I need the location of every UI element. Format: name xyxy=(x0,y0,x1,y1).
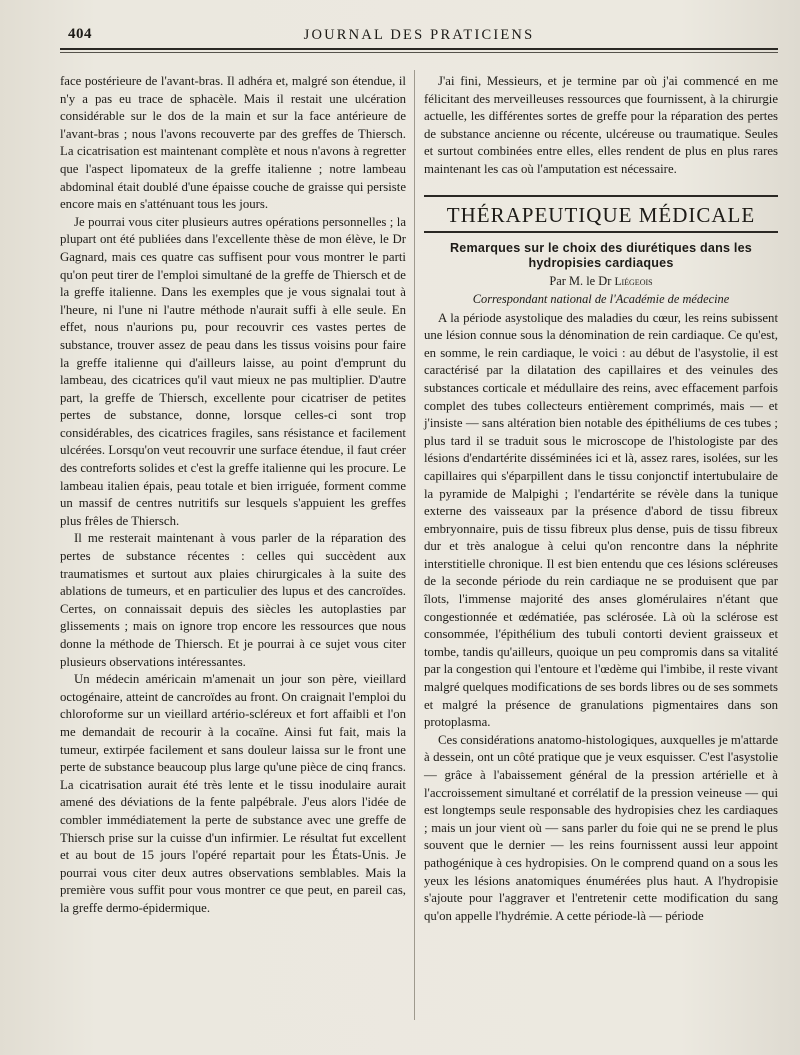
header-rule xyxy=(60,52,778,53)
right-column xyxy=(424,73,778,925)
body-paragraph: Il me resterait maintenant à vous parler de la réparation des pertes de substance récentes : celles qui succèdent aux traumatismes et surtout aux plaies chirurgicales à la suite des ablations de tumeurs, et en particulier des lupus et des cancroïdes. Certes, on connaissait depuis des siècles les autoplasties par glissements ; mais on ignore trop encore les ressources que nous donne la méthode de Thiersch. Et je pourrai à ce sujet vous citer plusieurs observations intéressantes. xyxy=(60,531,406,669)
byline-prefix: Par M. le Dr xyxy=(549,273,612,288)
column-divider xyxy=(414,70,415,1020)
body-paragraph: Je pourrai vous citer plusieurs autres opérations personnelles ; la plupart ont été publiées dans l'excellente thèse de mon élève, le Dr Gagnard, mais ces quatre cas suffisent pour vous montrer le parti qu'on peut tirer de l'emploi simultané de la greffe de Thiersch et de la greffe italienne. Dans les exemples que je vous signalai tout à l'heure, ni l'une ni l'autre méthode n'aurait suffi à elle seule. En effet, nous n'aurions pu, pour recouvrir ces vastes pertes de substance, trouver assez de peau dans les tissus voisins pour faire la greffe italienne qui d'ailleurs laisse, au point d'emprunt du lambeau, des cicatrices qu'il vaut mieux ne pas multiplier. D'autre part, la greffe de Thiersch, excellente pour cicatriser de petites pertes de substance, donne, lorsque celles-ci sont trop considérables, des cicatrices fragiles, sans résistance et facilement ulcérées. Lorsqu'on veut recouvrir une surface étendue, il faut créer des contreforts solides et c'est la greffe italienne qui les procure. Le lambeau italien épais, peau totale et bien irriguée, forment comme un massif de centres nutritifs sur lesquels s'appuient les greffes plus frêles de Thiersch. xyxy=(60,214,406,528)
body-paragraph: face postérieure de l'avant-bras. Il adhéra et, malgré son étendue, il n'y a pas eu trace de sphacèle. Mais il restait une ulcération considérable sur le dos de la main et sur la face antérieure de l'avant-bras ; nous l'avons recouverte par des greffes de Thiersch. La cicatrisation est maintenant complète et nous n'avons à regretter que l'aspect lipomateux de la greffe italienne ; notre lambeau abdominal était doublé d'une épaisse couche de graisse qui persiste encore mais en s'atténuant tous les jours. xyxy=(60,74,406,212)
body-paragraph: Ces considérations anatomo-histologiques, auxquelles je m'attarde à dessein, ont un côté pratique que je veux esquisser. C'est l'asystolie — grâce à l'abaissement général de la pression artérielle et à l'accroissement simultané et corrélatif de la pression veineuse — qui est longtemps seule responsable des hydropisies chez les cardiaques ; mais un jour vient où — sans parler du foie qui ne se prend le plus souvent que le dernier — les reins fournissent aussi leur appoint pathogénique à ces hydropisies. On le comprend quand on a sous les yeux les lésions anatomiques énumérées plus haut. A l'hydropisie s'ajoute pour l'aggraver et l'entretenir cette modification du sang qu'on appelle l'hydrémie. A cette période-là — période xyxy=(424,732,778,923)
article-byline xyxy=(424,273,778,291)
section-heading: THÉRAPEUTIQUE MÉDICALE xyxy=(424,195,778,233)
left-column xyxy=(60,73,406,918)
article-title: Remarques sur le choix des diurétiques dans les hydropisies cardiaques xyxy=(450,240,752,270)
running-header xyxy=(60,22,778,50)
page-number: 404 xyxy=(68,26,92,42)
author-affiliation: Correspondant national de l'Académie de médecine xyxy=(472,291,730,306)
closing-paragraph: J'ai fini, Messieurs, et je termine par où j'ai commencé en me félicitant des merveilleuses ressources que fournissent, à la chirurgie actuelle, les différentes sortes de greffe pour la réparation des pertes de substance ancienne ou récente, ulcéreuse ou traumatique. Seules et surtout combinées entre elles, elles rendent de plus en plus rares maintenant les cas où l'amputation est nécessaire. xyxy=(424,74,778,176)
body-paragraph: A la période asystolique des maladies du cœur, les reins subissent une lésion connue sous la dénomination de rein cardiaque. Ce qu'est, en somme, le rein cardiaque, le voici : au début de l'asystolie, il est caractérisé par la dilatation des capillaires et des veinules des substances corticale et médullaire des reins, avec effacement parfois complet des tubes collecteurs entièrement comprimés, mais — et j'insiste — sans altération bien notable des épithéliums de ces tubes ; plus tard il se traduit sous le microscope de l'histologiste par des lésions d'endartérite disséminées ici et là, assez rares, isolées, sur les capillaires qui s'éparpillent dans le tissu conjonctif intertubulaire de la pyramide de Malpighi ; l'endartérite se révèle dans la tunique externe des vaisseaux par la présence d'abord de tissu fibreux embryonnaire, puis de tissu fibreux plus dense, puis de tissu fibreux dur et très analogue à celui qu'on rencontre dans la néphrite interstitielle chronique. Il est bien entendu que ces lésions scléreuses de la seconde période du rein cardiaque ne se produisent que par îlots, l'immense majorité des anses glomérulaires n'étant que congestionnée et œdématiée, pas sclérosée. Là où la sclérose est consommée, l'épithélium des tubuli contorti devient graisseux et tombe, tandis qu'ailleurs, quoique un peu compromis dans sa vitalité par la congestion qui l'entoure et l'œdème qui l'imbibe, il reste vivant malgré quelques modifications de ses bords libres ou de ses sommets et malgré la présence de granulations pigmentaires dans son protoplasma. xyxy=(424,310,778,730)
journal-title: JOURNAL DES PRATICIENS xyxy=(303,27,535,43)
byline-author: Liégeois xyxy=(614,275,653,288)
body-paragraph: Un médecin américain m'amenait un jour son père, vieillard octogénaire, atteint de cancroïdes au front. On craignait l'emploi du chloroforme sur un vieillard artério-scléreux et fort affaibli et l'on me demandait de recourir à la cocaïne. Ainsi fut fait, mais la tumeur, extirpée facilement et sans douleur laissa sur le front une perte de substance beaucoup plus large qu'une pièce de cinq francs. La cicatrisation aurait été très lente et le tissu inodulaire aurait amené des déviations de la fente palpébrale. J'eus alors l'idée de combler immédiatement la perte de substance avec une greffe de Thiersch prise sur la cuisse d'un infirmier. Le résultat fut excellent et au bout de 15 jours l'opéré repartait pour les États-Unis. Je pourrai vous citer deux autres observations semblables. Mais la première vous suffit pour vous montrer ce que peut, en pareil cas, la greffe dermo-épidermique. xyxy=(60,672,406,915)
